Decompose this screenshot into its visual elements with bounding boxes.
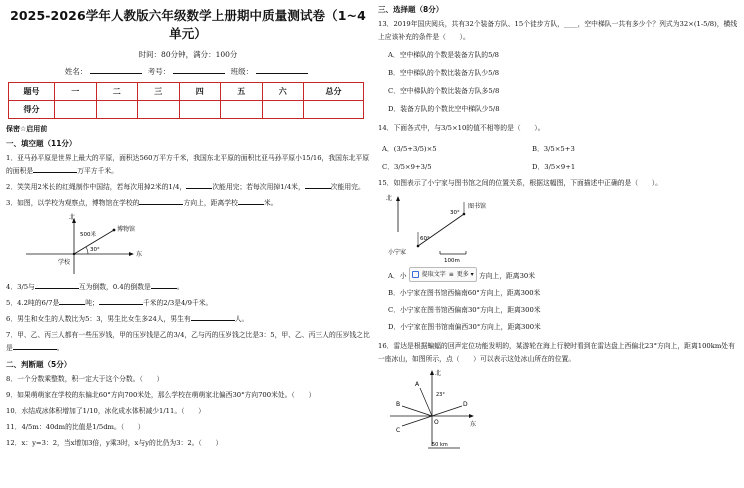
question-8: 8．一个分数乘整数，积一定大于这个分数。（ ） — [6, 375, 164, 383]
score-label: 得分 — [9, 101, 55, 119]
q15-option-d[interactable]: D．小宁家在图书馆南偏西30°方向上，距离300米 — [388, 323, 541, 331]
section-fill-blank: 一、填空题（11分） — [6, 139, 77, 148]
answer-blank[interactable] — [99, 297, 143, 305]
answer-blank[interactable] — [59, 297, 85, 305]
angle2-label: 60° — [420, 236, 430, 242]
library-point — [463, 213, 466, 216]
q15-option-a[interactable]: A．小 提取文字 ≡ 更多 ▾ 方向上，距离30米 — [388, 267, 740, 283]
north-arrow-icon — [396, 196, 400, 201]
q13-option-a[interactable]: A．空中梯队的个数是装备方队的5/8 — [388, 51, 500, 59]
angle-label: 30° — [90, 247, 100, 253]
ray-a — [420, 388, 432, 416]
question-1: 1．亚马孙平原是世界上最大的平原，面积达560万平方千米，我国东北平原的面积比亚马孙平原小15/16，我国东北平原的面积是 万平方千米。 — [6, 154, 370, 175]
question-16: 16．雷达是根据蝙蝠的回声定位功能发明的，某游轮在海上行驶时看到在雷达盘上西偏北23°方向上，距离100km处有一座冰山，如图所示，点（ ）可以表示这处冰山所在的位置。 — [378, 342, 735, 363]
text-extract-toolbar[interactable] — [409, 267, 477, 282]
point-c-label: C — [396, 427, 401, 434]
score-table — [8, 82, 364, 119]
score-cell: 六 — [262, 83, 304, 101]
radar-diagram — [382, 366, 502, 454]
score-cell: 总分 — [304, 83, 364, 101]
score-cell: 四 — [179, 83, 221, 101]
q14-option-d[interactable]: D．3/5×9+1 — [532, 163, 576, 171]
home-point — [417, 245, 420, 248]
id-blank[interactable] — [173, 73, 225, 74]
east-label: 东 — [136, 251, 143, 258]
origin-label: O — [434, 419, 439, 426]
north-label: 北 — [435, 370, 442, 377]
scale-label: 100m — [444, 258, 460, 264]
question-5: 5．4.2吨的6/7是 吨； 千米的2/3是4/9千米。 — [6, 299, 213, 307]
q14-options-row-2 — [382, 161, 740, 171]
answer-blank[interactable] — [33, 165, 77, 173]
answer-blank[interactable] — [186, 181, 212, 189]
answer-blank[interactable] — [139, 197, 183, 205]
score-entry[interactable] — [221, 101, 263, 119]
ray-c — [402, 416, 432, 426]
north-label: 北 — [386, 195, 393, 202]
point-d-label: D — [463, 401, 468, 408]
q14-option-c[interactable]: C．3/5×9+3/5 — [382, 163, 432, 171]
east-arrow-icon — [129, 252, 134, 256]
question-9: 9．如果萌萌家在学校的东偏北60°方向700米处，那么学校在萌萌家北偏西30°方向700米处。（ ） — [6, 391, 316, 399]
secret-label: 保密☆启用前 — [6, 125, 48, 133]
q13-option-b[interactable]: B．空中梯队的个数比装备方队少5/8 — [388, 69, 500, 77]
point-a-label: A — [415, 381, 420, 388]
east-label: 东 — [470, 421, 477, 428]
answer-blank[interactable] — [191, 313, 235, 321]
answer-blank[interactable] — [35, 281, 79, 289]
name-label: 姓名： — [64, 67, 88, 76]
right-column — [378, 0, 740, 488]
point-b-label: B — [396, 401, 401, 408]
library-direction-diagram — [384, 192, 524, 264]
scale-label: 50 km — [432, 442, 448, 448]
answer-blank[interactable] — [238, 197, 264, 205]
score-cell: 题号 — [9, 83, 55, 101]
ray-d — [432, 406, 462, 416]
score-table-header — [9, 83, 364, 101]
id-label: 考号： — [147, 67, 171, 76]
q15-option-b[interactable]: B．小宁家在图书馆西偏南60°方向上，距离300米 — [388, 289, 541, 297]
q13-option-d[interactable]: D．装备方队的个数比空中梯队少5/8 — [388, 105, 500, 113]
angle1-label: 30° — [450, 210, 460, 216]
score-cell: 一 — [55, 83, 97, 101]
score-cell: 五 — [221, 83, 263, 101]
question-10: 10．水结成冰体积增加了1/10，冰化成水体积减少1/11。（ ） — [6, 407, 205, 415]
answer-blank[interactable] — [305, 181, 331, 189]
name-blank[interactable] — [90, 73, 142, 74]
student-info — [6, 66, 370, 77]
answer-blank[interactable] — [13, 342, 57, 350]
section-choice: 三、选择题（8分） — [378, 5, 444, 14]
score-cell: 三 — [138, 83, 180, 101]
extract-text-icon[interactable] — [412, 271, 419, 278]
question-12: 12．x：y=3：2，当x增加3倍，y乘3时，x与y的比仍为3：2。（ ） — [6, 439, 223, 447]
exam-title: 2025-2026学年人教版六年级数学上册期中质量测试卷（1~4单元） — [10, 8, 366, 41]
section-judgement: 二、判断题（5分） — [6, 360, 72, 369]
question-14: 14．下面各式中，与3/5×10的值不相等的是（ ）。 — [378, 124, 545, 132]
museum-direction-diagram — [18, 212, 168, 278]
q14-option-b[interactable]: B．3/5×5+3 — [532, 145, 575, 153]
school-point — [73, 253, 75, 255]
menu-icon[interactable]: ≡ — [448, 271, 454, 278]
north-arrow-icon — [430, 370, 434, 375]
left-column — [6, 0, 370, 488]
question-7: 7．甲、乙、丙三人都有一些压岁钱，甲的压岁钱是乙的3/4，乙与丙的压岁钱之比是3：5，甲、乙、丙三人的压岁钱之比是 。 — [6, 331, 370, 352]
home-label: 小宁家 — [388, 249, 407, 256]
exam-meta: 时间：80分钟，满分：100分 — [138, 50, 238, 59]
question-4: 4．3/5与 互为倒数，0.4的倒数是 。 — [6, 283, 184, 291]
east-arrow-icon — [469, 414, 474, 418]
class-blank[interactable] — [256, 73, 308, 74]
museum-point — [113, 229, 116, 232]
angle-arc — [86, 247, 88, 254]
score-entry[interactable] — [55, 101, 97, 119]
score-table-row — [9, 101, 364, 119]
question-3: 3．如图，以学校为观察点，博物馆在学校的 方向上，距离学校 米。 — [6, 199, 278, 207]
north-label: 北 — [69, 214, 76, 221]
question-15: 15．如图表示了小宁家与图书馆之间的位置关系，根据这幅图，下面描述中正确的是（ ）。 — [378, 179, 662, 187]
score-entry[interactable] — [262, 101, 304, 119]
score-entry[interactable] — [179, 101, 221, 119]
score-entry[interactable] — [96, 101, 138, 119]
q13-option-c[interactable]: C．空中梯队的个数比装备方队多5/8 — [388, 87, 500, 95]
question-13: 13．2019年国庆阅兵，共有32个装备方队、15个徒步方队，____，空中梯队一共有多少个？列式为32×(1-5/8)，横线上应该补充的条件是（ ）。 — [378, 20, 738, 41]
ray-b — [402, 406, 432, 416]
q15-option-c[interactable]: C．小宁家在图书馆西偏南30°方向上，距离300米 — [388, 306, 541, 314]
library-label: 图书馆 — [468, 203, 487, 210]
score-entry[interactable] — [304, 101, 364, 119]
question-2: 2．笑笑用2米长的红绳制作中国结，若每次用掉2米的1/4， 次能用完；若每次用掉1/4米， 次能用完。 — [6, 183, 365, 191]
more-button[interactable]: 更多 ▾ — [456, 271, 474, 278]
museum-label: 博物馆 — [117, 226, 136, 233]
q14-option-a[interactable]: A．(3/5+3/5)×5 — [382, 145, 437, 153]
score-cell: 二 — [96, 83, 138, 101]
angle-label: 23° — [436, 392, 445, 398]
score-entry[interactable] — [138, 101, 180, 119]
question-6: 6．男生和女生的人数比为5：3，男生比女生多24人，男生有 人。 — [6, 315, 249, 323]
question-11: 11．4/5m：40dm的比值是1/5dm。（ ） — [6, 423, 145, 431]
q14-options-row-1 — [382, 143, 740, 153]
school-label: 学校 — [58, 259, 71, 266]
distance-label: 500米 — [80, 232, 96, 238]
class-label: 班级： — [230, 67, 254, 76]
answer-blank[interactable] — [151, 281, 177, 289]
extract-text-button[interactable]: 提取文字 — [421, 271, 446, 278]
